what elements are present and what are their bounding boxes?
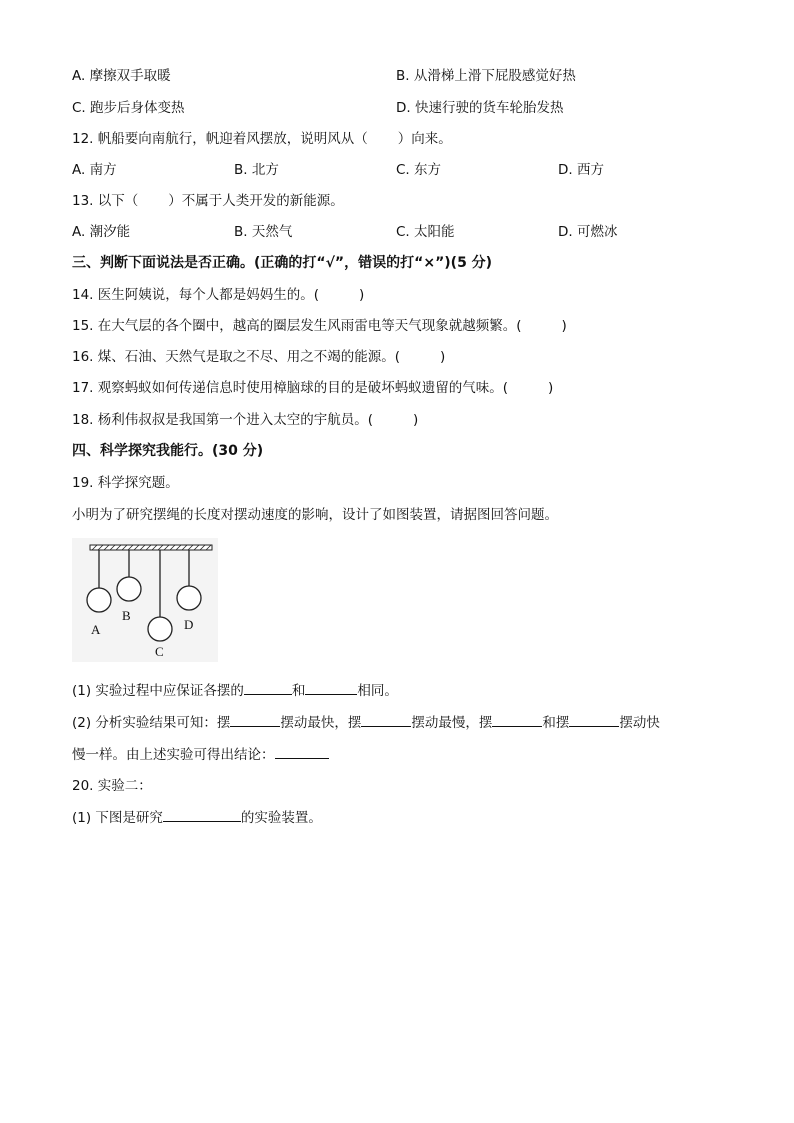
q19-sub1-text-a: (1) 实验过程中应保证各摆的 [72, 683, 244, 699]
label-b: B [122, 608, 131, 623]
q12-stem-after: ）向来。 [397, 131, 452, 147]
q12-stem-before: 12. 帆船要向南航行，帆迎着风摆放，说明风从（ [72, 131, 368, 147]
q16-text: 16. 煤、石油、天然气是取之不尽、用之不竭的能源。( [72, 349, 401, 365]
q19-sub2-blank-1[interactable] [230, 713, 280, 727]
q19-sub2 [72, 713, 660, 732]
q19-sub1-text-b: 和 [291, 683, 306, 699]
pendulum-diagram [72, 538, 218, 662]
pendulum-strings [99, 550, 189, 617]
section3-title: 三、判断下面说法是否正确。(正确的打“√”，错误的打“×”)(5 分) [72, 255, 493, 271]
bob-b [117, 577, 141, 601]
q12-option-c: C. 东方 [396, 162, 442, 178]
q18-statement [72, 411, 418, 429]
q15-close-paren: ) [561, 318, 567, 334]
label-a: A [91, 622, 101, 637]
q20-sub1-blank[interactable] [163, 808, 241, 822]
label-d: D [184, 617, 194, 632]
q19-sub2-conclusion-blank[interactable] [275, 745, 329, 759]
q13-stem-after: ）不属于人类开发的新能源。 [168, 193, 344, 209]
q18-text: 18. 杨利伟叔叔是我国第一个进入太空的宇航员。( [72, 412, 374, 428]
section4-title: 四、科学探究我能行。(30 分) [72, 443, 264, 459]
q19-sub2-text-d: 和摆 [542, 715, 570, 731]
q13-option-a: A. 潮汐能 [72, 224, 131, 240]
q17-close-paren: ) [548, 380, 554, 396]
q11-option-a: A. 摩擦双手取暖 [72, 68, 171, 84]
q13-option-d: D. 可燃冰 [558, 224, 618, 240]
q12-option-d: D. 西方 [558, 162, 604, 178]
q19-sub2-blank-2[interactable] [361, 713, 411, 727]
q19-sub2-text-a: (2) 分析实验结果可知：摆 [72, 715, 231, 731]
q13-stem [72, 192, 344, 210]
q20-title: 20. 实验二： [72, 778, 152, 794]
q19-intro: 小明为了研究摆绳的长度对摆动速度的影响，设计了如图装置，请据图回答问题。 [72, 507, 558, 523]
q19-sub2-blank-4[interactable] [569, 713, 619, 727]
label-c: C [155, 644, 164, 659]
q19-sub2-text-b: 摆动最快，摆 [280, 715, 362, 731]
q13-option-b: B. 天然气 [234, 224, 293, 240]
q19-sub1 [72, 681, 398, 700]
q14-statement [72, 286, 364, 304]
q17-text: 17. 观察蚂蚁如何传递信息时使用樟脑球的目的是破坏蚂蚁遗留的气味。( [72, 380, 509, 396]
q12-option-a: A. 南方 [72, 162, 117, 178]
q19-sub1-text-c: 相同。 [357, 683, 398, 699]
q15-statement [72, 317, 567, 335]
bob-d [177, 586, 201, 610]
q14-text: 14. 医生阿姨说，每个人都是妈妈生的。( [72, 287, 320, 303]
q19-sub1-blank-1[interactable] [244, 681, 292, 695]
q20-sub1-text-a: (1) 下图是研究 [72, 810, 163, 826]
q18-close-paren: ) [413, 412, 419, 428]
q19-sub2-text-e: 摆动快 [619, 715, 660, 731]
pendulum-figure [72, 538, 218, 662]
q12-option-b: B. 北方 [234, 162, 279, 178]
bob-a [87, 588, 111, 612]
q19-title: 19. 科学探究题。 [72, 475, 179, 491]
q15-text: 15. 在大气层的各个圈中，越高的圈层发生风雨雷电等天气现象就越频繁。( [72, 318, 522, 334]
q12-stem [72, 130, 452, 148]
q19-sub2-text-c: 摆动最慢，摆 [411, 715, 493, 731]
q20-sub1 [72, 808, 322, 827]
q11-option-b: B. 从滑梯上滑下屁股感觉好热 [396, 68, 576, 84]
q16-statement [72, 348, 445, 366]
q19-sub2-conclusion-text: 慢一样。由上述实验可得出结论： [72, 747, 275, 763]
q17-statement [72, 379, 553, 397]
q11-option-c: C. 跑步后身体变热 [72, 100, 185, 116]
q14-close-paren: ) [359, 287, 365, 303]
q13-option-c: C. 太阳能 [396, 224, 455, 240]
q16-close-paren: ) [440, 349, 446, 365]
q19-sub1-blank-2[interactable] [305, 681, 357, 695]
q13-stem-before: 13. 以下（ [72, 193, 139, 209]
q11-option-d: D. 快速行驶的货车轮胎发热 [396, 100, 564, 116]
bob-c [148, 617, 172, 641]
q19-sub2-line2 [72, 745, 329, 764]
q19-sub2-blank-3[interactable] [492, 713, 542, 727]
q20-sub1-text-b: 的实验装置。 [240, 810, 322, 826]
